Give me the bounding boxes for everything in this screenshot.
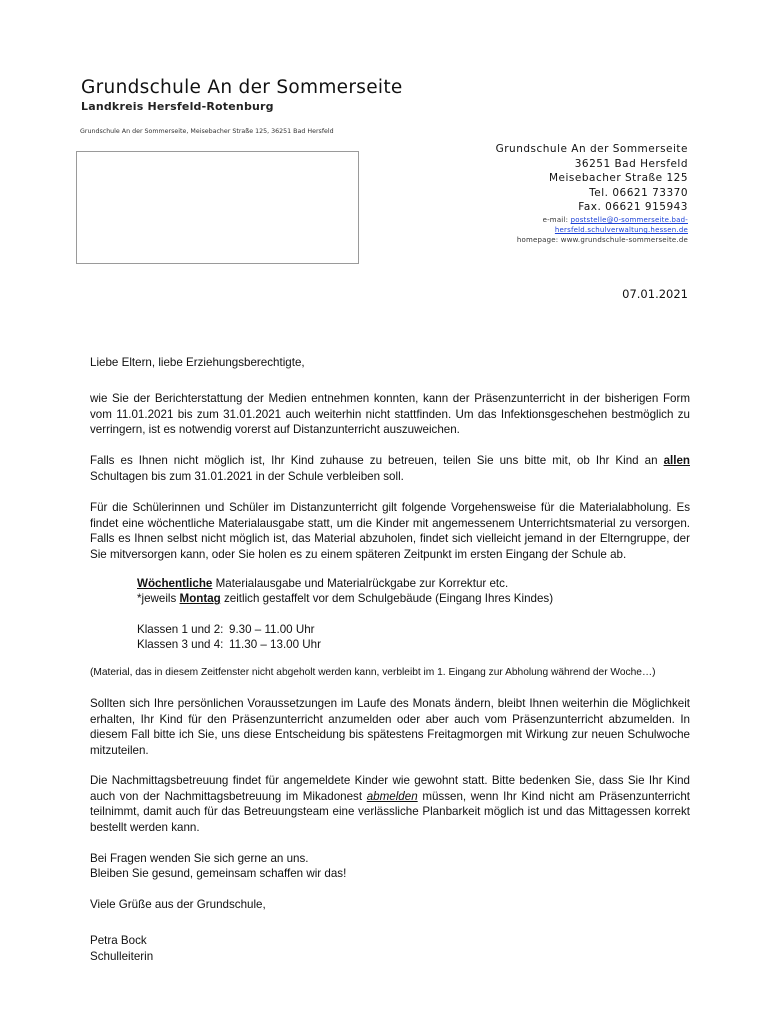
p2-emphasis-allen: allen [663, 454, 690, 467]
paragraph-6-line-1: Bei Fragen wenden Sie sich gerne an uns. [90, 852, 309, 865]
recipient-address-box [76, 151, 359, 264]
classes-3-4-time: 11.30 – 13.00 Uhr [229, 638, 321, 651]
school-address-block [428, 142, 688, 245]
pickup-note: (Material, das in diesem Zeitfenster nicht abgeholt werden kann, verbleibt im 1. Eingang zur Abholung während der Woche…) [90, 667, 656, 678]
paragraph-3: Für die Schülerinnen und Schüler im Distanzunterricht gilt folgende Vorgehensweise für die Materialabholung. Es findet eine wöchentliche Materialausgabe statt, um die Kinder mit angemessenem Unterrichtsmaterial zu versorgen. Falls es Ihnen selbst nicht möglich ist, das Material abzuholen, findet sich vielleicht jemand in der Elterngruppe, der Sie mitversorgen kann, oder Sie holen es zu einem späteren Zeitpunkt im ersten Eingang der Schule ab. [90, 501, 690, 561]
weekly-emphasis: Wöchentliche [137, 577, 213, 590]
sender-line: Grundschule An der Sommerseite, Meisebacher Straße 125, 36251 Bad Hersfeld [80, 128, 334, 135]
pickup-line-2 [137, 591, 553, 607]
address-city: 36251 Bad Hersfeld [574, 157, 688, 170]
pickup-line-2-a: *jeweils [137, 592, 180, 605]
schedule-classes-1-2 [137, 622, 315, 638]
p5-text-c: müssen, wenn Ihr Kind nicht am Präsenzunterricht teilnimmt, damit auch für das Betreuungsteam eine verlässliche Planbarkeit möglich ist und das Mittagessen korrekt bestellt werden kann. [90, 789, 690, 834]
paragraph-4: Sollten sich Ihre persönlichen Voraussetzungen im Laufe des Monats ändern, bleibt Ihnen weiterhin die Möglichkeit erhalten, Ihr Kind für den Präsenzunterricht anzumelden oder aber auch vom Präsenzunterricht abzumelden. In diesem Fall bitte ich Sie, uns diese Entscheidung bis spätestens Freitagmorgen mit Wirkung zur neuen Schulwoche mitzuteilen. [90, 697, 690, 757]
homepage: homepage: www.grundschule-sommerseite.de [516, 235, 688, 244]
address-tel: Tel. 06621 73370 [589, 186, 688, 199]
abmelden-emphasis: abmelden [366, 789, 418, 803]
paragraph-1: wie Sie der Berichterstattung der Medien entnehmen konnten, kann der Präsenzunterricht in der bisherigen Form vom 11.01.2021 bis zum 31.01.2021 auch weiterhin nicht stattfinden. Um das Infektionsgeschehen bestmöglich zu verringern, ist es notwendig vorerst auf Distanzunterricht auszuweichen. [90, 392, 690, 437]
classes-3-4-label: Klassen 3 und 4: [137, 638, 224, 651]
paragraph-5 [90, 773, 690, 835]
email-link-part-2[interactable]: hersfeld.schulverwaltung.hessen.de [554, 225, 688, 234]
classes-1-2-time: 9.30 – 11.00 Uhr [229, 623, 315, 636]
signer-name: Petra Bock [90, 934, 147, 947]
pickup-line-1 [137, 576, 508, 592]
pickup-line-2-c: zeitlich gestaffelt vor dem Schulgebäude (Eingang Ihres Kindes) [220, 592, 554, 605]
signer-role: Schulleiterin [90, 950, 154, 963]
closing: Viele Grüße aus der Grundschule, [90, 898, 266, 911]
district: Landkreis Hersfeld-Rotenburg [81, 100, 274, 113]
classes-1-2-label: Klassen 1 und 2: [137, 623, 224, 636]
school-name: Grundschule An der Sommerseite [81, 77, 403, 98]
address-name: Grundschule An der Sommerseite [495, 143, 688, 155]
email-line-1 [428, 215, 688, 225]
paragraph-2 [90, 453, 690, 484]
p5-text-a: Die Nachmittagsbetreuung findet für angemeldete Kinder wie gewohnt statt. Bitte bedenken Sie, dass Sie Ihr Kind auch von der Nachmittagsbetreuung im Mikadonest [90, 774, 690, 803]
paragraph-6-line-2: Bleiben Sie gesund, gemeinsam schaffen wir das! [90, 867, 347, 880]
email-label: e-mail: [542, 215, 571, 224]
email-link-part-1[interactable]: poststelle@0-sommerseite.bad- [570, 215, 688, 224]
address-fax: Fax. 06621 915943 [578, 201, 688, 214]
p2-text-c: Schultagen bis zum 31.01.2021 in der Schule verbleiben soll. [90, 469, 404, 483]
pickup-line-1-text: Materialausgabe und Materialrückgabe zur Korrektur etc. [212, 577, 509, 590]
monday-emphasis: Montag [179, 592, 221, 605]
address-street: Meisebacher Straße 125 [549, 172, 688, 185]
letter-date: 07.01.2021 [622, 287, 688, 301]
p2-text-a: Falls es Ihnen nicht möglich ist, Ihr Kind zuhause zu betreuen, teilen Sie uns bitte mit, ob Ihr Kind an [90, 454, 664, 467]
email-line-2 [428, 225, 688, 235]
schedule-classes-3-4 [137, 637, 321, 653]
salutation: Liebe Eltern, liebe Erziehungsberechtigte, [90, 356, 305, 369]
